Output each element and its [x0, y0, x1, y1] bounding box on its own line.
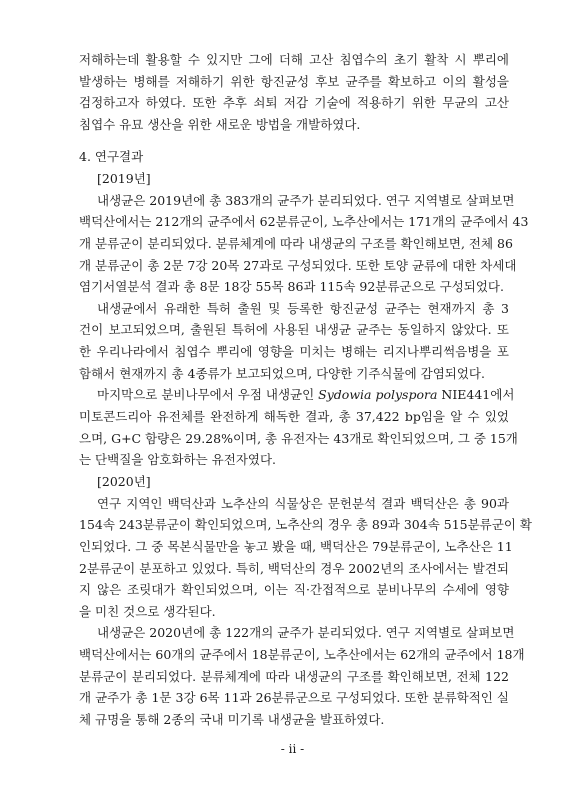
paragraph-text: 마지막으로 분비나무에서 우점 내생균인: [97, 387, 319, 402]
paragraph-line: 내생균은 2019년에 총 383개의 균주가 분리되었다. 연구 지역별로 살펴보면: [97, 193, 515, 208]
paragraph-line: 개 분류군이 분리되었다. 분류체계에 따라 내생균의 구조를 확인해보면, 전체 86: [79, 236, 513, 251]
paragraph-line: 건이 보고되었으며, 출원된 특허에 사용된 내생균 균주는 동일하지 않았다. 또: [79, 322, 509, 337]
paragraph-line: 인되었다. 그 중 목본식물만을 놓고 봤을 때, 백덕산은 79분류군이, 노추산은 11: [79, 539, 513, 554]
species-name: Sydowia polyspora: [318, 387, 438, 402]
paragraph-line: 2분류군이 분포하고 있었다. 특히, 백덕산의 경우 2002년의 조사에서는 발견되: [79, 561, 509, 576]
paragraph-line: 체 규명을 통해 2종의 국내 미기록 내생균을 발표하였다.: [79, 712, 385, 727]
paragraph-line: 한 우리나라에서 침엽수 뿌리에 영향을 미치는 병해는 리지나뿌리썩음병을 포: [79, 344, 509, 359]
paragraph-line: 백덕산에서는 212개의 균주에서 62분류군이, 노추산에서는 171개의 균주에서 43: [79, 214, 529, 229]
paragraph-line: 을 미친 것으로 생각된다.: [79, 604, 216, 619]
intro-line: 저해하는데 활용할 수 있지만 그에 더해 고산 침엽수의 초기 활착 시 뿌리에: [79, 52, 509, 67]
paragraph-line: 내생균은 2020년에 총 122개의 균주가 분리되었다. 연구 지역별로 살펴보면: [97, 625, 515, 640]
paragraph-line: 개 분류군이 총 2문 7강 20목 27과로 구성되었다. 또한 토양 균류에 대한 차세대: [79, 258, 517, 273]
paragraph-line: 내생균에서 유래한 특허 출원 및 등록한 항진균성 균주는 현재까지 총 3: [97, 301, 509, 316]
paragraph-line: [97, 387, 515, 403]
paragraph-line: 함해서 현재까지 총 4종류가 보고되었으며, 다양한 기주식물에 감염되었다.: [79, 366, 485, 381]
paragraph-text: NIE441에서: [437, 387, 515, 402]
year-heading-2020: [2020년]: [97, 474, 151, 489]
page-number: - ii -: [280, 742, 305, 756]
paragraph-line: 지 않은 조릿대가 확인되었으며, 이는 직·간접적으로 분비나무의 수세에 영향: [79, 582, 509, 597]
paragraph-line: 미토콘드리아 유전체를 완전하게 해독한 결과, 총 37,422 bp임을 알 수 있었: [79, 409, 509, 424]
intro-line: 침엽수 유묘 생산을 위한 새로운 방법을 개발하였다.: [79, 117, 361, 132]
paragraph-line: 분류군이 분리되었다. 분류체계에 따라 내생균의 구조를 확인해보면, 전체 122: [79, 669, 509, 684]
paragraph-line: 염기서열분석 결과 총 8문 18강 55목 86과 115속 92분류군으로 구성되었다.: [79, 279, 504, 294]
intro-line: 검정하고자 하였다. 또한 추후 쇠퇴 저감 기술에 적용하기 위한 무균의 고산: [79, 95, 509, 110]
year-heading-2019: [2019년]: [97, 171, 151, 186]
paragraph-line: 으며, G+C 함량은 29.28%이며, 총 유전자는 43개로 확인되었으며, 그 중 15개: [79, 431, 518, 446]
paragraph-line: 개 균주가 총 1문 3강 6목 11과 26분류군으로 구성되었다. 또한 분류학적인 실: [79, 690, 509, 705]
paragraph-line: 백덕산에서는 60개의 균주에서 18분류군이, 노추산에서는 62개의 균주에서 18개: [79, 647, 525, 662]
paragraph-line: 154속 243분류군이 확인되었으며, 노추산의 경우 총 89과 304속 515분류군이 확: [79, 517, 532, 532]
intro-line: 발생하는 병해를 저해하기 위한 항진균성 후보 균주를 확보하고 이의 활성을: [79, 74, 509, 89]
paragraph-line: 는 단백질을 암호화하는 유전자였다.: [79, 452, 277, 467]
paragraph-line: 연구 지역인 백덕산과 노추산의 식물상은 문헌분석 결과 백덕산은 총 90과: [97, 496, 509, 511]
section-title: 4. 연구결과: [79, 149, 144, 164]
